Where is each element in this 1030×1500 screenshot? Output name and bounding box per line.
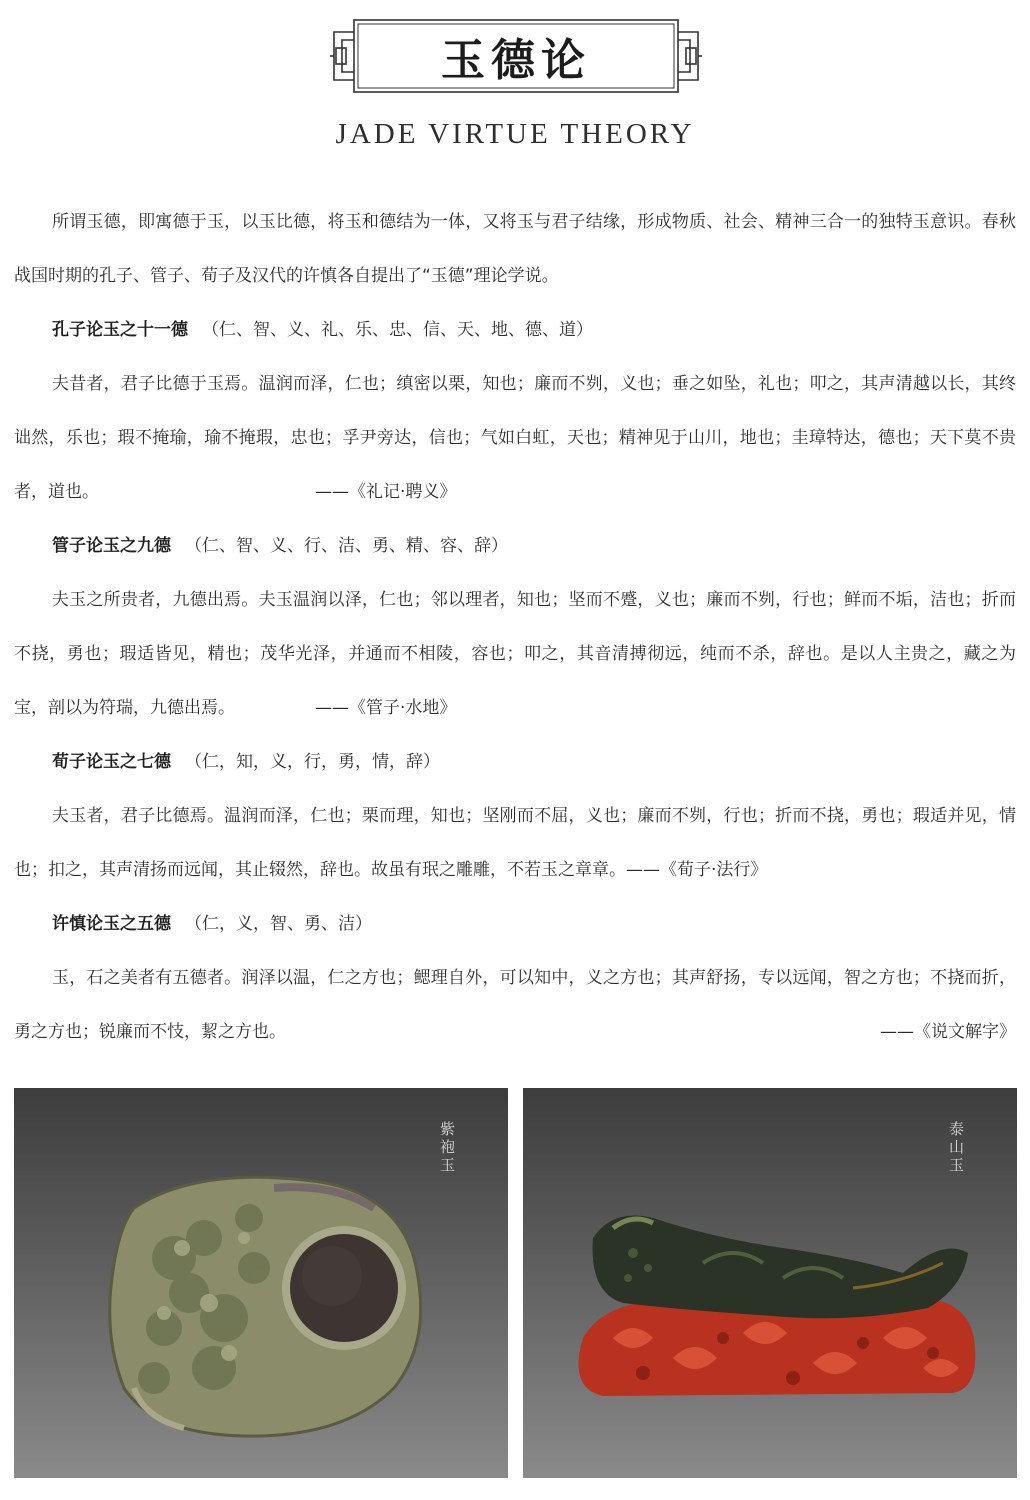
section-virtues: （仁，义，智、勇、洁）: [185, 914, 372, 934]
section-virtues: （仁，知，义，行，勇，情，辞）: [185, 752, 440, 772]
section-text: 玉，石之美者有五德者。润泽以温，仁之方也；鳃理自外，可以知中，义之方也；其声舒扬，专以远闻，智之方也；不挠而折，勇之方也；锐廉而不忮，絜之方也。: [14, 968, 1016, 1042]
photo-panel-right: [523, 1088, 1017, 1478]
page-title: 玉德论: [441, 35, 591, 86]
source-citation: ——《说文解字》: [880, 1022, 1016, 1042]
photo-label-vertical: 泰山玉: [949, 1120, 965, 1174]
page-subtitle: JADE VIRTUE THEORY: [335, 118, 695, 150]
section-heading: [14, 897, 1016, 951]
intro-paragraph: 所谓玉德，即寓德于玉，以玉比德，将玉和德结为一体，又将玉与君子结缘，形成物质、社会、精神三合一的独特玉意识。春秋战国时期的孔子、管子、荀子及汉代的许慎各自提出了“玉德”理论学说。: [14, 212, 1016, 286]
section-paragraph: [14, 789, 1016, 897]
inkstone-jade-carving-icon: [14, 1088, 508, 1478]
section-virtues: （仁、智、义、礼、乐、忠、信、天、地、德、道）: [202, 320, 593, 340]
photo-panel-left: [14, 1088, 508, 1478]
section-title: 孔子论玉之十一德: [52, 320, 188, 340]
section-text: 夫昔者，君子比德于玉焉。温润而泽，仁也；缜密以栗，知也；廉而不刿，义也；垂之如坠，礼也；叩之，其声清越以长，其终诎然，乐也；瑕不掩瑜，瑜不掩瑕，忠也；孚尹旁达，信也；气如白虹，天也；精神见于山川，地也；圭璋特达，德也；天下莫不贵者，道也。: [14, 374, 1016, 502]
section-paragraph: [14, 357, 1016, 519]
source-citation: ——《礼记·聘义》: [315, 482, 457, 502]
photo-label-vertical: 紫袍玉: [440, 1120, 456, 1174]
section-text: 夫玉者，君子比德焉。温润而泽，仁也；栗而理，知也；坚刚而不屈，义也；廉而不刿，行也；折而不挠，勇也；瑕适并见，情也；扣之，其声清扬而远闻，其止辍然，辞也。故虽有珉之雕雕，不若玉之章章。: [14, 806, 1016, 880]
section-virtues: （仁、智、义、行、洁、勇、精、容、辞）: [185, 536, 508, 556]
article-body: [14, 195, 1016, 1059]
section-paragraph: [14, 951, 1016, 1059]
source-citation: ——《管子·水地》: [315, 698, 457, 718]
jade-beast-carving-icon: [523, 1088, 1017, 1478]
section-text: 夫玉之所贵者，九德出焉。夫玉温润以泽，仁也；邻以理者，知也；坚而不蹙，义也；廉而不刿，行也；鲜而不垢，洁也；折而不挠，勇也；瑕适皆见，精也；茂华光泽，并通而不相陵，容也；叩之，其音清搏彻远，纯而不杀，辞也。是以人主贵之，藏之为宝，剖以为符瑞，九德出焉。: [14, 590, 1016, 718]
section-title: 管子论玉之九德: [52, 536, 171, 556]
title-frame: [330, 18, 702, 94]
source-citation: ——《荀子·法行》: [626, 860, 768, 880]
section-title: 许慎论玉之五德: [52, 914, 171, 934]
section-paragraph: [14, 573, 1016, 735]
section-heading: [14, 735, 1016, 789]
section-title: 荀子论玉之七德: [52, 752, 171, 772]
section-heading: [14, 303, 1016, 357]
section-heading: [14, 519, 1016, 573]
